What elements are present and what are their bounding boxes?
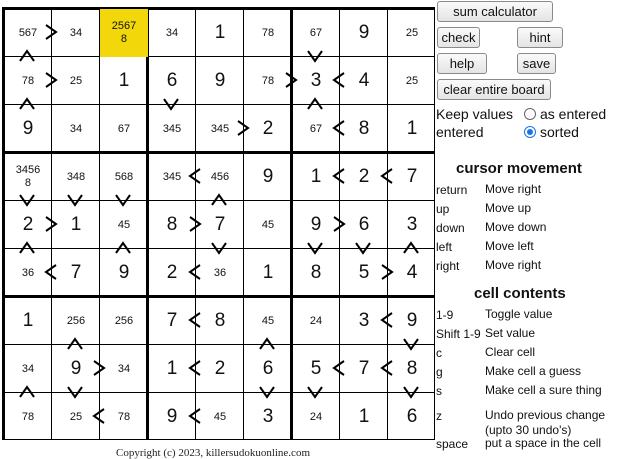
cell-value: 8 (310, 262, 322, 283)
cell-contents-description: Make cell a sure thing (485, 383, 602, 397)
greater-than-sign (382, 265, 392, 279)
cell-contents-heading: cell contents (474, 285, 566, 302)
cell-value: 5 (310, 358, 322, 379)
cell-value: 3 (358, 310, 370, 331)
cursor-movement-description: Move right (485, 258, 542, 272)
cursor-movement-key: down (436, 221, 465, 235)
cell-value: 67 (117, 122, 131, 135)
cell-value: 256 (114, 314, 134, 327)
cell-value: 1 (118, 70, 130, 91)
greater-than-down-sign (404, 339, 418, 349)
cell-value: 36 (213, 266, 227, 279)
cell-value: 3456 8 (15, 164, 41, 189)
cell-value: 3 (310, 70, 322, 91)
cell-value: 1 (358, 406, 370, 427)
less-than-sign (334, 73, 344, 87)
greater-than-down-sign (308, 243, 322, 253)
copyright-text: Copyright (c) 2023, killersudokuonline.com (116, 447, 310, 459)
cell-value: 34 (165, 26, 179, 39)
less-than-down-sign (260, 339, 274, 349)
cell-value: 34 (21, 362, 35, 375)
cell-value: 3 (262, 406, 274, 427)
cell-value: 6 (262, 358, 274, 379)
cell-value: 1 (70, 214, 82, 235)
less-than-sign (94, 409, 104, 423)
cell-value: 6 (358, 214, 370, 235)
cell-contents-description: Undo previous change (upto 30 undo's) (485, 408, 606, 437)
cell-value: 7 (70, 262, 82, 283)
as-entered-label: as entered (540, 106, 607, 122)
less-than-down-sign (68, 339, 82, 349)
cell-value: 1 (166, 358, 178, 379)
less-than-sign (190, 313, 200, 327)
cell-value: 567 (18, 26, 38, 39)
cell-value: 25 (69, 74, 83, 87)
cell-value: 345 (210, 122, 230, 135)
cursor-movement-key: return (436, 183, 468, 197)
cell-value: 2 (166, 262, 178, 283)
cell-value: 8 (358, 118, 370, 139)
cursor-movement-description: Move left (485, 239, 534, 253)
cell-value: 34 (69, 26, 83, 39)
cell-value: 2567 8 (111, 20, 137, 45)
cell-value: 1 (214, 22, 226, 43)
greater-than-down-sign (20, 195, 34, 205)
cell-contents-key: g (436, 365, 443, 379)
cell-value: 4 (358, 70, 370, 91)
cell-value: 25 (405, 74, 419, 87)
help-button[interactable]: help (437, 53, 487, 74)
less-than-sign (46, 265, 56, 279)
cursor-movement-heading: cursor movement (456, 160, 582, 177)
cell-value: 3 (406, 214, 418, 235)
cell-value: 568 (114, 170, 134, 183)
cell-value: 78 (21, 410, 35, 423)
greater-than-down-sign (404, 387, 418, 397)
greater-than-sign (190, 217, 200, 231)
cell-value: 8 (406, 358, 418, 379)
cell-value: 2 (262, 118, 274, 139)
cell-value: 25 (405, 26, 419, 39)
cell-contents-description: Toggle value (485, 307, 553, 321)
greater-than-down-sign (260, 387, 274, 397)
cell-contents-description: Set value (485, 326, 536, 340)
greater-than-sign (238, 121, 248, 135)
less-than-sign (190, 409, 200, 423)
cell-value: 9 (214, 70, 226, 91)
cell-contents-key: s (436, 384, 442, 398)
cursor-movement-key: left (436, 240, 453, 254)
cell-value: 345 (162, 122, 182, 135)
cell-value: 9 (70, 358, 82, 379)
cell-value: 1 (310, 166, 322, 187)
greater-than-down-sign (164, 99, 178, 109)
greater-than-down-sign (356, 243, 370, 253)
cell-value: 348 (66, 170, 86, 183)
cell-value: 9 (262, 166, 274, 187)
greater-than-down-sign (212, 243, 226, 253)
less-than-sign (382, 361, 392, 375)
cell-contents-description: Make cell a guess (485, 364, 582, 378)
save-button[interactable]: save (517, 53, 556, 74)
cell-value: 5 (358, 262, 370, 283)
cell-value: 8 (214, 310, 226, 331)
greater-than-sign (46, 217, 56, 231)
cell-value: 45 (117, 218, 131, 231)
cell-value: 7 (358, 358, 370, 379)
cell-value: 2 (22, 214, 34, 235)
keep-values-label-2: entered (436, 124, 484, 140)
cell-value: 7 (214, 214, 226, 235)
cell-contents-key: c (436, 346, 442, 360)
cell-value: 34 (117, 362, 131, 375)
less-than-down-sign (20, 387, 34, 397)
cell-value: 256 (66, 314, 86, 327)
cell-value: 4 (406, 262, 418, 283)
cell-value: 1 (406, 118, 418, 139)
cell-value: 2 (214, 358, 226, 379)
check-button[interactable]: check (437, 27, 480, 48)
cursor-movement-description: Move right (485, 182, 542, 196)
cell-value: 24 (309, 314, 323, 327)
sum-calculator-button[interactable]: sum calculator (437, 1, 553, 22)
sorted-radio[interactable] (524, 126, 536, 138)
less-than-sign (334, 361, 344, 375)
cell-value: 6 (406, 406, 418, 427)
cell-value: 9 (22, 118, 34, 139)
greater-than-down-sign (68, 195, 82, 205)
less-than-sign (334, 121, 344, 135)
as-entered-radio[interactable] (524, 108, 536, 120)
cell-contents-key: space (436, 437, 469, 451)
cell-value: 34 (69, 122, 83, 135)
less-than-down-sign (116, 243, 130, 253)
cell-value: 456 (210, 170, 230, 183)
cell-contents-key: 1-9 (436, 308, 454, 322)
cell-value: 345 (162, 170, 182, 183)
cell-value: 9 (118, 262, 130, 283)
cell-value: 45 (261, 314, 275, 327)
cell-value: 8 (166, 214, 178, 235)
less-than-down-sign (308, 99, 322, 109)
less-than-sign (190, 265, 200, 279)
cell-value: 2 (358, 166, 370, 187)
cell-value: 45 (213, 410, 227, 423)
less-than-sign (382, 313, 392, 327)
cell-value: 7 (166, 310, 178, 331)
cell-value: 67 (309, 122, 323, 135)
cell-value: 78 (261, 26, 275, 39)
keep-values-label: Keep values (436, 106, 514, 122)
cell-value: 45 (261, 218, 275, 231)
cursor-movement-description: Move down (485, 220, 547, 234)
clear-board-button[interactable]: clear entire board (437, 79, 551, 100)
cell-value: 78 (261, 74, 275, 87)
greater-than-down-sign (308, 387, 322, 397)
cell-contents-description: Clear cell (485, 345, 536, 359)
sudoku-board (2, 7, 435, 440)
cell-contents-description: put a space in the cell (485, 436, 602, 450)
less-than-sign (382, 169, 392, 183)
less-than-down-sign (20, 51, 34, 61)
cell-contents-key: Shift 1-9 (436, 327, 481, 341)
cell-value: 1 (262, 262, 274, 283)
cursor-movement-key: up (436, 202, 450, 216)
greater-than-sign (286, 73, 296, 87)
greater-than-sign (46, 25, 56, 39)
less-than-sign (334, 169, 344, 183)
cursor-movement-description: Move up (485, 201, 532, 215)
greater-than-sign (334, 217, 344, 231)
cell-value: 9 (406, 310, 418, 331)
less-than-down-sign (212, 195, 226, 205)
greater-than-sign (94, 361, 104, 375)
greater-than-down-sign (68, 387, 82, 397)
cell-value: 78 (117, 410, 131, 423)
sorted-label: sorted (540, 124, 579, 140)
cell-value: 78 (21, 74, 35, 87)
cell-value: 9 (310, 214, 322, 235)
cell-value: 24 (309, 410, 323, 423)
hint-button[interactable]: hint (517, 27, 563, 48)
cell-contents-key: z (436, 409, 442, 423)
cell-value: 25 (69, 410, 83, 423)
greater-than-down-sign (308, 51, 322, 61)
cell-value: 9 (166, 406, 178, 427)
inequality-signs (2, 7, 435, 440)
less-than-sign (190, 169, 200, 183)
cell-value: 6 (166, 70, 178, 91)
greater-than-down-sign (116, 195, 130, 205)
cell-value: 9 (358, 22, 370, 43)
cursor-movement-key: right (436, 259, 460, 273)
cell-value: 36 (21, 266, 35, 279)
less-than-sign (190, 361, 200, 375)
cell-value: 7 (406, 166, 418, 187)
cell-value: 67 (309, 26, 323, 39)
less-than-down-sign (20, 243, 34, 253)
cell-value: 1 (22, 310, 34, 331)
less-than-down-sign (20, 99, 34, 109)
less-than-down-sign (404, 243, 418, 253)
greater-than-sign (46, 73, 56, 87)
